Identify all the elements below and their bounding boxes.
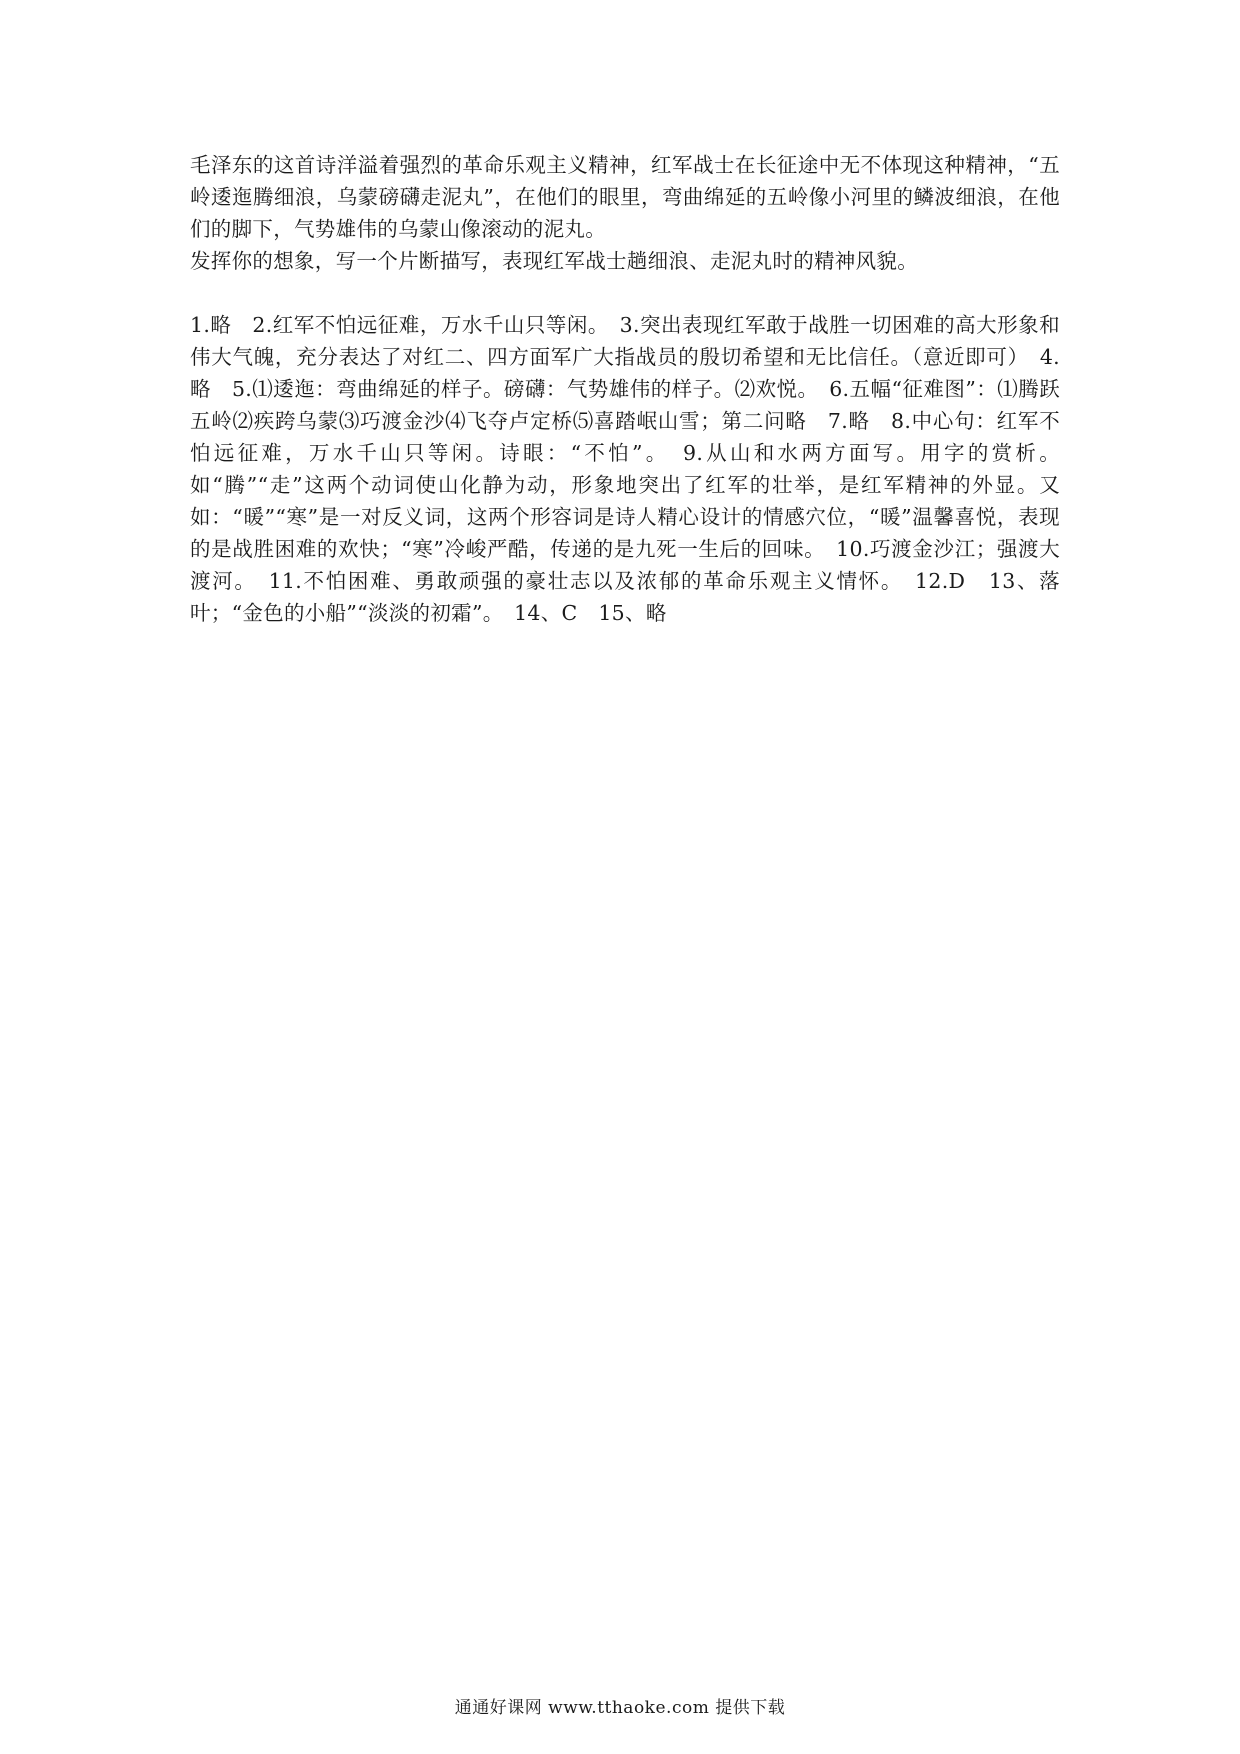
answer-key-paragraph: 1.略 2.红军不怕远征难，万水千山只等闲。 3.突出表现红军敢于战胜一切困难的高大形象和伟大气魄，充分表达了对红二、四方面军广大指战员的殷切希望和无比信任。（意近即可） 4.略 5.⑴逶迤：弯曲绵延的样子。磅礴：气势雄伟的样子。⑵欢悦。 6.五幅“征难图”：⑴腾跃五岭⑵疾跨乌蒙⑶巧渡金沙⑷飞夺卢定桥⑸喜踏岷山雪；第二问略 7.略 8.中心句：红军不怕远征难，万水千山只等闲。诗眼：“不怕”。 9.从山和水两方面写。用字的赏析。如“腾”“走”这两个动词使山化静为动，形象地突出了红军的壮举，是红军精神的外显。又如：“暖”“寒”是一对反义词，这两个形容词是诗人精心设计的情感穴位，“暖”温馨喜悦，表现的是战胜困难的欢快；“寒”冷峻严酷，传递的是九死一生后的回味。 10.巧渡金沙江；强渡大渡河。 11.不怕困难、勇敢顽强的豪壮志以及浓郁的革命乐观主义情怀。 12.D 13、落叶；“金色的小船”“淡淡的初霜”。 14、C 15、略 bbox=[190, 313, 1060, 625]
page-footer: 通通好课网 www.tthaoke.com 提供下载 bbox=[454, 1698, 786, 1718]
poem-commentary-paragraph: 毛泽东的这首诗洋溢着强烈的革命乐观主义精神，红军战士在长征途中无不体现这种精神，“五岭逶迤腾细浪，乌蒙磅礴走泥丸”，在他们的眼里，弯曲绵延的五岭像小河里的鳞波细浪，在他们的脚下，气势雄伟的乌蒙山像滚动的泥丸。 bbox=[190, 153, 1060, 241]
writing-prompt-paragraph: 发挥你的想象，写一个片断描写，表现红军战士趟细浪、走泥丸时的精神风貌。 bbox=[190, 249, 918, 273]
paragraph-spacer bbox=[190, 277, 1060, 309]
document-body bbox=[190, 149, 1060, 629]
